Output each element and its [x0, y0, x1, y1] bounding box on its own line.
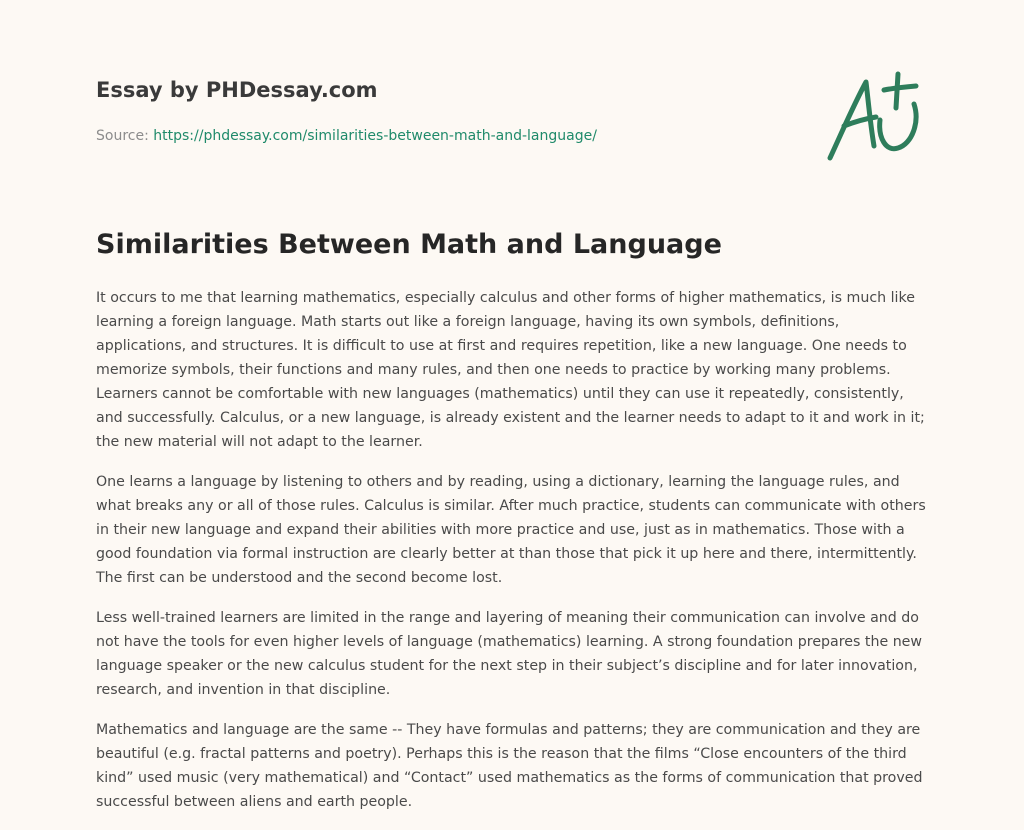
brand-title: Essay by PHDessay.com — [96, 78, 378, 102]
essay-paragraph: Less well-trained learners are limited in the range and layering of meaning their communication can involve and do not have the tools for even higher levels of language (mathematics) learning. A strong foundation prepares the new language speaker or the new calculus student for the next step in their subject’s discipline and for later innovation, research, and invention in that discipline. — [96, 610, 923, 698]
essay-paragraph: Mathematics and language are the same -- They have formulas and patterns; they are communication and they are beautiful (e.g. fractal patterns and poetry). Perhaps this is the reason that the films “Close encounters of the third kind” used music (very mathematical) and “Contact” used mathematics as the forms of communication that proved successful between aliens and earth people. — [96, 722, 923, 810]
source-line — [96, 126, 796, 146]
essay-body — [96, 286, 932, 830]
page-header — [96, 76, 796, 146]
source-label: Source: — [96, 128, 154, 144]
essay-paragraph: It occurs to me that learning mathematics, especially calculus and other forms of higher mathematics, is much like learning a foreign language. Math starts out like a foreign language, having its own symbols, definitions, applications, and structures. It is difficult to use at first and requires repetition, like a new language. One needs to memorize symbols, their functions and many rules, and then one needs to practice by working many problems. Learners cannot be comfortable with new languages (mathematics) until they can use it repeatedly, consistently, and successfully. Calculus, or a new language, is already existent and the learner needs to adapt to it and work in it; the new material will not adapt to the learner. — [96, 290, 925, 450]
essay-paragraph: One learns a language by listening to others and by reading, using a dictionary, learning the language rules, and what breaks any or all of those rules. Calculus is similar. After much practice, students can communicate with others in their new language and expand their abilities with more practice and use, just as in mathematics. Those with a good foundation via formal instruction are clearly better at than those that pick it up here and there, intermittently. The first can be understood and the second become lost. — [96, 474, 926, 586]
source-link[interactable]: https://phdessay.com/similarities-between-math-and-language/ — [153, 128, 597, 144]
essay-title: Similarities Between Math and Language — [96, 229, 722, 260]
a-plus-grade-icon — [824, 68, 928, 164]
